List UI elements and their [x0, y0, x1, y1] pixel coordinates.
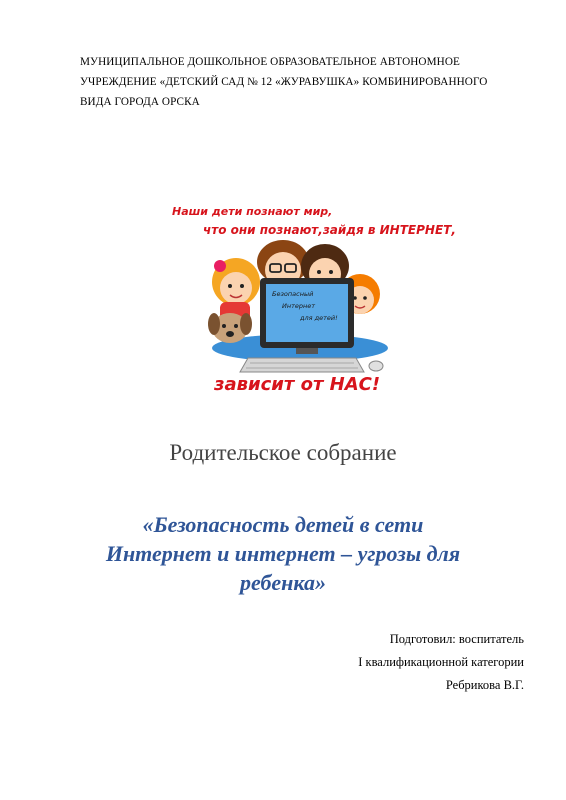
author-line-3: Ребрикова В.Г. — [445, 678, 524, 692]
author-line-1: Подготовил: воспитатель — [389, 632, 524, 646]
topic-line-3: ребенка» — [239, 570, 327, 595]
topic-title — [60, 510, 506, 597]
author-line-2: I квалификационной категории — [358, 655, 524, 669]
screen-text-line-2: Интернет — [282, 302, 316, 310]
illustration-caption-line-2: что они познают,зайдя в ИНТЕРНЕТ, — [203, 223, 456, 237]
screen-text-line-3: для детей! — [300, 314, 338, 322]
illustration-caption-line-3: зависит от НАС! — [214, 374, 381, 395]
author-block — [358, 628, 524, 697]
organization-line-2: УЧРЕЖДЕНИЕ «ДЕТСКИЙ САД № 12 «ЖУРАВУШКА» КОМБИНИРОВАННОГО — [80, 76, 488, 88]
illustration-caption-line-1: Наши дети познают мир, — [172, 205, 333, 218]
computer-keyboard — [240, 358, 364, 372]
computer-mouse — [369, 361, 383, 371]
organization-header — [80, 52, 520, 112]
meeting-title: Родительское собрание — [169, 440, 397, 465]
topic-line-2: Интернет и интернет – угрозы для — [105, 541, 461, 566]
organization-line-3: ВИДА ГОРОДА ОРСКА — [80, 96, 200, 108]
topic-line-1: «Безопасность детей в сети — [142, 512, 424, 537]
screen-text-line-1: Безопасный — [272, 290, 314, 298]
organization-line-1: МУНИЦИПАЛЬНОЕ ДОШКОЛЬНОЕ ОБРАЗОВАТЕЛЬНОЕ АВТОНОМНОЕ — [80, 56, 460, 68]
